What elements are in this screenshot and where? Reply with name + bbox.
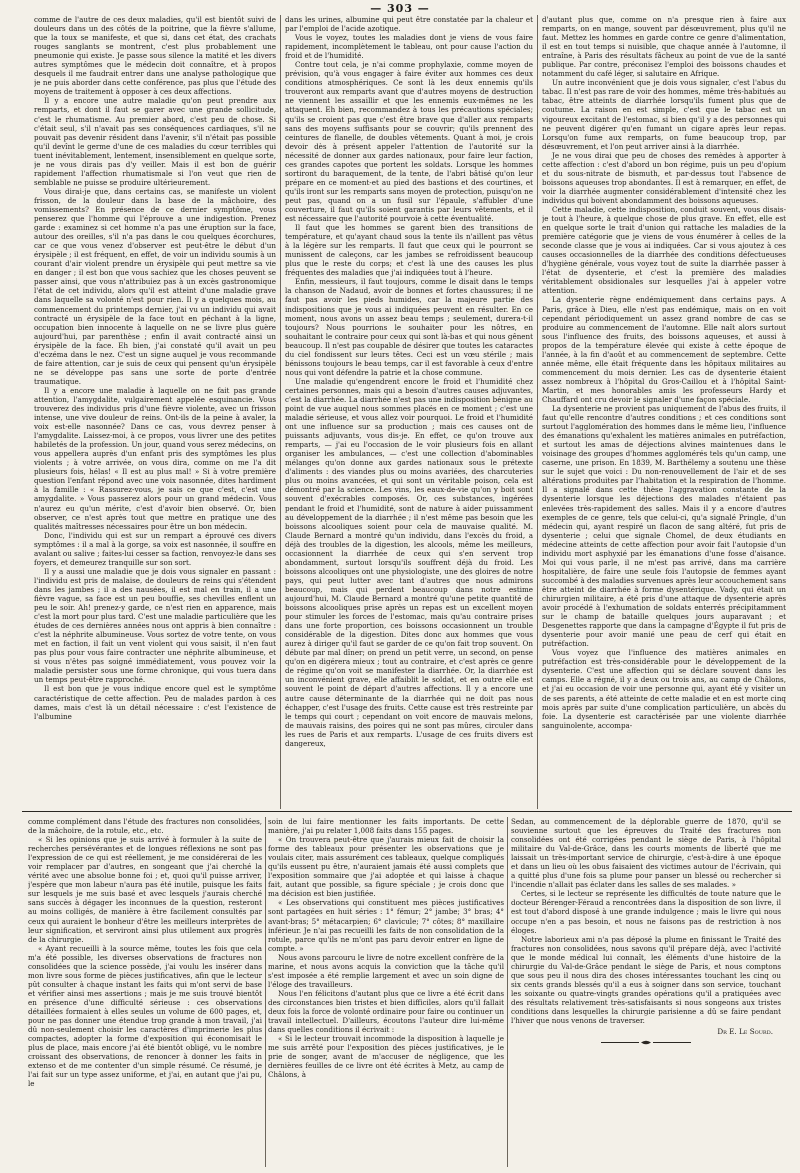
signature-prefix: Dr E. (717, 1027, 737, 1037)
paragraph: « Ayant recueilli à la source même, toutes les fois que cela m'a été possible, les diverses observations de fractures non consolidées que la science possède, j'ai voulu les insérer dans mon livre sous forme de pièces justificatives, afin que le lecteur pût consulter à chaque instant les faits qui m'ont servi de base et vérifier ainsi mes assertions ; mais je me suis trouvé bientôt en présence d'une difficulté sérieuse : ces observations détaillées formaient à elles seules un volume de 600 pages, et, pour ne pas donner une étendue trop grande à mon travail, j'ai dû non-seulement choisir les caractères d'imprimerie les plus compactes, adopter la forme d'exposition qui économisait le plus de place, mais encore j'ai été bientôt obligé, vu le nombre croissant des observations, de renoncer à donner les faits in extenso et de me contenter d'un simple résumé. Ce résumé, je l'ai fait sur un type assez uniforme, et j'ai, en autant que j'ai pu, le (28, 943, 262, 1089)
paragraph: Vous le voyez, toutes les maladies dont je viens de vous faire rapidement, incomplètement le tableau, ont pour cause l'action du froid et de l'humidité. (285, 33, 533, 61)
paragraph: Enfin, messieurs, il faut toujours, comme le disait dans le temps la chanson de Nadaud, avoir de bonnes et fortes chaussures; il ne faut pas avoir les pieds humides, car la majeure partie des indispositions que je vous ai indiquées peuvent en résulter. En ce moment, nous avons un assez beau temps ; seulement, durera-t-il toujours? Nous pourrions le souhaiter pour les nôtres, en souhaitant le contraire pour ceux qui sont là-bas et qui nous gênent beaucoup. Il n'est pas coupable de désirer que toutes les cataractes du ciel fondissent sur leurs têtes. Ceci est un vœu stérile ; mais bénissons toujours le beau temps, car il est favorable à ceux d'entre nous qui vont défendre la patrie et la chose commune. (285, 277, 533, 377)
page-number: — 303 — (370, 2, 430, 15)
article-column-2 (285, 15, 533, 810)
paragraph: La dysenterie ne provient pas uniquement de l'abus des fruits, il faut qu'elle rencontre d'autres conditions ; et ces conditions sont surtout l'agglomération des hommes dans le même lieu, l'influence des émanations qu'exhalent les matières animales en putréfaction, et surtout les amas de déjections alvines maintenues dans le voisinage des groupes d'hommes agglomérés tels qu'un camp, une caserne, une prison. En 1839, M. Barthélemy a soutenu une thèse sur le sujet que voici : Du non-renouvellement de l'air et de ses altérations produites par l'habitation et la respiration de l'homme. Il a signalé dans cette thèse l'aggravation constante de la dysenterie lorsque les déjections des malades n'étaient pas enlevées très-rapidement des salles. Mais il y a encore d'autres exemples de ce genre, tels que celui-ci, qu'a signalé Pringle, d'un médecin qui, ayant respiré un flacon de sang altéré, fut pris de dysenterie ; celui que signale Chomel, de deux étudiants en médecine atteints de cette affection pour avoir fait l'autopsie d'un individu mort asphyxié par les émanations d'une fosse d'aisance. Moi qui vous parle, il ne m'est pas arrivé, dans ma carrière hospitalière, de faire une seule fois l'autopsie de femmes ayant succombé à des maladies survenues après leur accouchement sans être atteint de diarrhée à forme dysentérique. Vady, qui était un chirurgien militaire, a été pris d'une attaque de dysenterie après avoir procédé à l'exhumation de soldats enterrés précipitamment sur le champ de bataille quelques jours auparavant ; et Desgenettes rapporte que dans la campagne d'Égypte il fut pris de dysenterie pour avoir manié une peau de cerf qui était en putréfaction. (542, 404, 786, 649)
paragraph: Une maladie qu'engendrent encore le froid et l'humidité chez certaines personnes, mais qui a besoin d'autres causes adjuvantes, c'est la diarrhée. La diarrhée n'est pas une indisposition bénigne au point de vue auquel nous sommes placés en ce moment ; c'est une maladie sérieuse, et vous allez voir pourquoi. Le froid et l'humidité ont une influence sur sa production ; mais ces causes ont de puissants adjuvants, vous dis-je. En effet, ce qu'on trouve aux remparts, — j'ai eu l'occasion de le voir plusieurs fois en allant organiser les ambulances, — c'est une collection d'abominables mélanges qu'on donne aux gardes nationaux sous le prétexte d'aliments : des viandes plus ou moins avariées, des charcuteries plus ou moins avancées, et qui sont un véritable poison, cela est démontré par la science. Les vins, les eaux-de-vie qu'on y boit sont souvent d'exécrables composés. Or, ces substances, ingérées pendant le froid et l'humidité, sont de nature à aider puissamment au développement de la diarrhée ; il n'est même pas besoin que les boissons alcooliques soient pour cela de mauvaise qualité. M. Claude Bernard a montré qu'un individu, dans l'excès du froid, a déjà des troubles de la digestion, les alcools, même les meilleurs, occasionnent la diarrhée de ceux qui s'en servent trop abondamment, surtout lorsqu'ils souffrent déjà du froid. Les boissons alcooliques ont une physiologiste, une des gloires de notre pays, qui peut lutter avec tant d'autres que nous admirons beaucoup, mais qui perdent beaucoup dans notre estime aujourd'hui, M. Claude Bernard a montré qu'une petite quantité de boissons alcooliques prise après un repas est un excellent moyen pour stimuler les forces de l'estomac, mais qu'au contraire prises dans une forte proportion, ces boissons occasionnent un trouble considérable de la digestion. Dites donc aux hommes que vous aurez à diriger qu'il faut se garder de ce qu'on fait trop souvent. On débute par mal dîner; on prend un petit verre, un second, on pense qu'on en digérera mieux ; tout au contraire, et c'est après ce genre de régime qu'on voit se manifester la diarrhée. Or, la diarrhée est un inconvénient grave, elle affaiblit le soldat, et en outre elle est souvent le point de départ d'autres affections. Il y a encore une autre cause déterminante de la diarrhée qui ne doit pas nous échapper, c'est l'usage des fruits. Cette cause est très restreinte par le temps qui court ; cependant on voit encore de mauvais melons, de mauvais raisins, des poires qui ne sont pas mûres, circuler dans les rues de Paris et aux remparts. L'usage de ces fruits divers est dangereux, (285, 376, 533, 748)
paragraph: Il y a encore une autre maladie qu'on peut prendre aux remparts, et dont il faut se garer avec une grande sollicitude, c'est le rhumatisme. Au premier abord, c'est peu de chose. Si c'était seul, s'il n'avait pas ses conséquences cardiaques, s'il ne pouvait pas devenir résident dans l'avenir, s'il n'était pas possible qu'il devînt le germe d'une de ces maladies du cœur terribles qui tuent inévitablement, lentement, insensiblement en quelque sorte, je ne vous dirais pas d'y veiller. Mais il est bon de guérir rapidement l'affection rhumatismale si l'on veut que rien de semblable ne puisse se produire ultérieurement. (34, 96, 276, 187)
review-column-1 (28, 817, 262, 1167)
ornament-rule (601, 1039, 691, 1046)
section-rule (22, 811, 792, 812)
paragraph: comme complément dans l'étude des fractures non consolidées, de la mâchoire, de la rotule, etc., etc. (28, 817, 262, 836)
article-column-3 (542, 15, 786, 810)
paragraph: Nous avons parcouru le livre de notre excellent confrère de la marine, et nous avons acquis la conviction que la tâche qu'il s'est imposée a été remplie largement et avec un soin digne de l'éloge des travailleurs. (268, 952, 504, 989)
column-divider (280, 15, 281, 809)
article-column-1 (34, 15, 276, 810)
paragraph: soin de lui faire mentionner les faits importants. De cette manière, j'ai pu relater 1,008 faits dans 155 pages. (268, 817, 504, 836)
column-divider (537, 15, 538, 809)
paragraph: « On trouvera peut-être que j'aurais mieux fait de choisir la forme des tableaux pour présenter les observations que je voulais citer, mais assurément ces tableaux, quelque compliqués qu'ils eussent pu être, n'auraient jamais été aussi complets que l'exposition sommaire que j'ai adoptée et qui laisse à chaque fait, autant que possible, sa figure spéciale ; je crois donc que ma décision est bien justifiée. (268, 835, 504, 899)
paragraph: Certes, si le lecteur se représente les difficultés de toute nature que le docteur Bérenger-Féraud a rencontrées dans la disposition de son livre, il est tout d'abord disposé à une grande indulgence ; mais le livre qui nous occupe n'en a pas besoin, et nous ne faisons pas de restriction à nos éloges. (511, 889, 781, 935)
paragraph: Je ne vous dirai que peu de choses des remèdes à apporter à cette affection : c'est d'abord un bon régime, puis un peu d'opium et du sous-nitrate de bismuth, et par-dessus tout l'absence de boissons aqueuses trop abondantes. Il est à remarquer, en effet, de voir la diarrhée augmenter considérablement d'intensité chez les individus qui boivent abondamment des boissons aqueuses. (542, 150, 786, 205)
paragraph: Donc, l'individu qui est sur un rempart a éprouvé ces divers symptômes : il a mal à la gorge, sa voix est nasonnée, il souffre en avalant ou salive ; faites-lui cesser sa faction, renvoyez-le dans ses foyers, et demeurez tranquille sur son sort. (34, 530, 276, 567)
paragraph: Contre tout cela, je n'ai comme prophylaxie, comme moyen de prévision, qu'à vous engager à faire éviter aux hommes ces deux conditions atmosphériques. Ce sont là les deux ennemis qu'ils trouveront aux remparts avant que d'autres moyens de destruction ne viennent les assaillir et que les ennemis eux-mêmes ne les attaquent. Eh bien, recommandez à tous les précautions spéciales; qu'ils se croient pas que c'est être brave que d'aller aux remparts sans des moyens suffisants pour se couvrir; qu'ils prennent des ceintures de flanelle, de doubles vêtements. Quant à moi, je crois devoir dès à présent appeler l'attention de l'autorité sur la nécessité de donner aux gardes nationaux, pour faire leur faction, ces grandes capotes que portent les soldats. Lorsque les hommes sortiront du baraquement, de la tente, de l'abri bâtisé qu'on leur prépare en ce moment-et au pied des bastions et des courtines, et qu'ils iront sur les remparts sans moyen de protection, puisqu'on ne peut pas, quand on a un fusil sur l'épaule, s'affubler d'une couverture, il faut qu'ils soient garantis par leurs vêtements, et il est nécessaire que l'autorité pourvoie à cette éventualité. (285, 60, 533, 224)
paragraph: Il y a encore une maladie à laquelle on ne fait pas grande attention, l'amygdalite, vulgairement appelée esquinancie. Vous trouverez des individus pris d'une fièvre violente, avec un frisson intense, une vive douleur de reins. Ont-ils de la peine à avaler, la voix est-elle nasonnée? Dans ce cas, vous devrez penser à l'amygdalite. Laissez-moi, à ce propos, vous livrer une des petites habiletés de la profession. Un jour, quand vous serez médecins, on vous appellera auprès d'un enfant pris des symptômes les plus violents ; à votre arrivée, on vous dira, comme on me l'a dit plusieurs fois, hélas! « Il est au plus mal! » Si à votre première question l'enfant répond avec une voix nasonnée, dites hardiment à la famille : « Rassurez-vous, je sais ce que c'est, c'est une amygdalite. » Vous passerez alors pour un grand médecin. Vous n'aurez eu qu'un mérite, c'est d'avoir bien observé. Or, bien observer, ce n'est après tout que mettre en pratique une des qualités maîtresses nécessaires pour être un bon médecin. (34, 385, 276, 531)
paragraph: dans les urines, albumine qui peut être constatée par la chaleur et par l'emploi de l'acide azotique. (285, 15, 533, 34)
paragraph: d'autant plus que, comme on n'a presque rien à faire aux remparts, on en mange, souvent par désœuvrement, plus qu'il ne faut. Mettez les hommes en garde contre ce genre d'alimentation, il est en tout temps si nuisible, que chaque année à l'automne, il entraîne, à Paris des résultats fâcheux au point de vue de la santé publique. Par contre, préconisez l'emploi des boissons chaudes et notamment du café léger, si salutaire en Afrique. (542, 15, 786, 79)
review-column-3-body (511, 817, 781, 1025)
paragraph: comme de l'autre de ces deux maladies, qu'il est bientôt suivi de douleurs dans un des côtés de la poitrine, que la fièvre s'allume, que la toux se manifeste, et que si, dans cet état, des crachats rouges sanglants se montrent, c'est plus probablement une pneumonie qui existe. Je passe sous silence la matité et les divers autres symptômes que le médecin doit connaître, et à propos desquels il me faudrait entrer dans une analyse pathologique que je ne puis aborder dans cette conférence, pas plus que l'étude des moyens de traitement à opposer à ces deux affections. (34, 15, 276, 97)
paragraph: Un autre inconvénient que je dois vous signaler, c'est l'abus du tabac. Il n'est pas rare de voir des hommes, même très-habitués au tabac, être atteints de diarrhée lorsqu'ils fument plus que de coutume. La raison en est simple, c'est que le tabac est un vigoureux excitant de l'estomac, si bien qu'il y a des personnes qui ne peuvent digérer qu'en fumant un cigare après leur repas. Lorsqu'on fume aux remparts, on fume beaucoup trop, par désœuvrement, et l'on peut arriver ainsi à la diarrhée. (542, 78, 786, 151)
paragraph: Il y a aussi une maladie que je dois vous signaler en passant : l'individu est pris de malaise, de douleurs de reins qui s'étendent dans les jambes ; il a des nausées, il est mal en train, il a une fièvre vague, sa face est un peu bouffie, ses chevilles enflent un peu le soir. Ah! prenez-y garde, ce n'est rien en apparence, mais c'est la mort pour plus tard. C'est une maladie particulière que les études de ces dernières années nous ont appris à bien connaître : c'est la néphrite albumineuse. Vous sortez de votre tente, on vous met en faction, il fait un vent violent qui vous saisit, il n'en faut pas plus pour vous faire contracter une néphrite albumineuse, et si vous n'êtes pas soigné immédiatement, vous pouvez voir la maladie persister sous une forme chronique, qui vous tuera dans un temps peut-être rapproché. (34, 566, 276, 685)
column-divider (507, 817, 508, 1167)
paragraph: Notre laborieux ami n'a pas déposé la plume en finissant le Traité des fractures non consolidées, nous savons qu'il prépare déjà, avec l'activité que le monde médical lui connaît, les éléments d'une histoire de la chirurgie du Val-de-Grâce pendant le siège de Paris, et nous comptons que sous peu il nous dira des choses intéressantes touchant les cinq ou six cents grands blessés qu'il a eus à soigner dans son service, touchant les soixante ou quatre-vingts grandes opérations qu'il a pratiquées avec des résultats relativement très-satisfaisants si nous songeons aux tristes conditions dans lesquelles la chirurgie parisienne a dû se faire pendant l'hiver que nous venons de traverser. (511, 934, 781, 1026)
review-column-2 (268, 817, 504, 1167)
author-signature (511, 1027, 781, 1036)
paragraph: Vous dirai-je que, dans certains cas, se manifeste un violent frisson, de la douleur dans la base de la mâchoire, des vomissements? En présence de ce dernier symptôme, vous penserez que l'homme qui l'éprouve a une indigestion. Prenez garde : examinez si cet homme n'a pas une éruption sur la face, autour des oreilles, s'il n'a pas dans le cou quelques écorchures, car ce que vous venez d'observer est peut-être le début d'un érysipèle ; il est fréquent, en effet, de voir un individu soumis à un courant d'air violent prendre un érysipèle qui peut mettre sa vie en danger ; il est bon que vous sachiez que les choses peuvent se passer ainsi, que vous n'attribuiez pas à un excès gastronomique l'état de cet individu, alors qu'il est atteint d'une maladie grave dans laquelle sa volonté n'est pour rien. Il y a quelques mois, au commencement du printemps dernier, j'ai vu un individu qui avait contracté un érysipèle de la face tout en péchant à la ligne, occupation bien innocente à laquelle on ne se livre plus guère aujourd'hui, par parenthèse ; enfin il avait contracté ainsi un érysipèle de la face. Eh bien, j'ai constaté qu'il avait un peu d'eczéma dans le nez. C'est un signe auquel je vous recommande de faire attention, car je suis de ceux qui pensent qu'un érysipèle ne se développe pas sans une sorte de porte d'entrée traumatique. (34, 186, 276, 386)
paragraph: Sedan, au commencement de la déplorable guerre de 1870, qu'il se souvienne surtout que les épreuves du Traité des fractures non consolidées ont été corrigées pendant le siège de Paris, à l'hôpital militaire du Val-de-Grâce, dans les courts moments de liberté que me laissait un très-important service de chirurgie, c'est-à-dire à une époque et dans un lieu où les obus faisaient des victimes autour de l'écrivain, qui a quitté plus d'une fois sa plume pour panser un blessé ou rechercher si l'incendie n'allait pas éclater dans les salles de ses malades. » (511, 817, 781, 890)
paragraph: Nous l'en félicitons d'autant plus que ce livre a été écrit dans des circonstances bien tristes et bien difficiles, alors qu'il fallait deux fois la force de volonté ordinaire pour faire ou continuer un travail intellectuel. D'ailleurs, écoutons l'auteur dire lui-même dans quelles conditions il écrivait : (268, 988, 504, 1035)
paragraph: La dysenterie règne endémiquement dans certains pays. A Paris, grâce à Dieu, elle n'est pas endémique, mais on en voit cependant périodiquement un assez grand nombre de cas se produire au commencement de l'automne. Elle naît alors surtout sous l'influence des fruits, des boissons aqueuses, et aussi à propos de la température élevée qui existe à cette époque de l'année, à la fin d'août et au commencement de septembre. Cette année même, elle était fréquente dans les hôpitaux militaires au commencement du mois dernier. Les cas de dysenterie étaient assez nombreux à l'hôpital du Gros-Caillou et à l'hôpital Saint-Martin, et mes honorables amis les professeurs Hardy et Chauffard ont cru devoir le signaler d'une façon spéciale. (542, 295, 786, 404)
column-divider (265, 817, 266, 1167)
paragraph: « Les observations qui constituent mes pièces justificatives sont partagées en huit séries : 1° fémur; 2° jambe; 3° bras; 4° avant-bras; 5° métacarpien; 6° clavicule; 7° côtes; 8° maxillaire inférieur. Je n'ai pas recueilli les faits de non consolidation de la rotule, parce qu'ils ne m'ont pas paru devoir entrer en ligne de compte. » (268, 898, 504, 953)
paragraph: Il faut que les hommes se garent bien des transitions de température, et qu'ayant chaud sous la tente ils n'aillent pas vêtus à la légère sur les remparts. Il faut que ceux qui le pourront se munissent de caleçons, car les jambes se refroidissent beaucoup plus que le reste du corps; et c'est là une des causes les plus fréquentes des maladies que j'ai indiquées tout à l'heure. (285, 223, 533, 278)
paragraph: Il est bon que je vous indique encore quel est le symptôme caractéristique de cette affection. Peu de malades pardon à ces dames, mais c'est là un détail nécessaire : c'est l'existence de l'albumine (34, 684, 276, 721)
paragraph: Vous voyez que l'influence des matières animales en putréfaction est très-considérable pour le développement de la dysenterie. C'est une affection qui se déclare souvent dans les camps. Elle a régné, il y a deux ou trois ans, au camp de Châlons, et j'ai eu occasion de voir une personne qui, ayant été y visiter un de ses parents, a été atteinte de cette maladie et en est morte cinq mois après par suite d'une complication particulière, un abcès du foie. La dysenterie est caractérisée par une violente diarrhée sanguinolente, accompa- (542, 648, 786, 730)
signature-name: Le Sourd. (738, 1027, 773, 1037)
paragraph: « Si les opinions que je suis arrivé à formuler à la suite de recherches persévérantes et de longues réflexions ne sont pas l'expression de ce qui est réellement, je me considérerai de les voir remplacer par d'autres, en songeant que j'ai cherché la vérité avec une absolue bonne foi ; et, quoi qu'il puisse arriver, j'espère que mon labeur n'aura pas été inutile, puisque les faits sur lesquels je me suis basé et avec lesquels j'aurais cherché sans succès à dégager les inconnues de la question, resteront au moins colligés, de manière à être facilement consultés par ceux qui auraient le bonheur d'être les meilleurs interprètes de leur signification, et serviront ainsi plus utilement aux progrès de la chirurgie. (28, 835, 262, 944)
paragraph: Cette maladie, cette indisposition, conduit souvent, vous disais-je tout à l'heure, à quelque chose de plus grave. En effet, elle est en quelque sorte le trait d'union qui rattache les maladies de la première catégorie que je viens de vous énumérer à celles de la seconde classe que je vous ai indiquées. Car si vous ajoutez à ces causes occasionnelles de la diarrhée des conditions défectueuses d'hygiène générale, vous voyez tout de suite la diarrhée passer à l'état de dysenterie, et c'est la première des maladies véritablement obsidionales sur lesquelles j'ai à appeler votre attention. (542, 204, 786, 296)
review-column-3 (511, 817, 781, 1167)
paragraph: « Si le lecteur trouvait incommode la disposition à laquelle je me suis arrêté pour l'exposition des pièces justificatives, je le prie de songer, avant de m'accuser de négligence, que les dernières feuilles de ce livre ont été écrites à Metz, au camp de Châlons, à (268, 1034, 504, 1080)
